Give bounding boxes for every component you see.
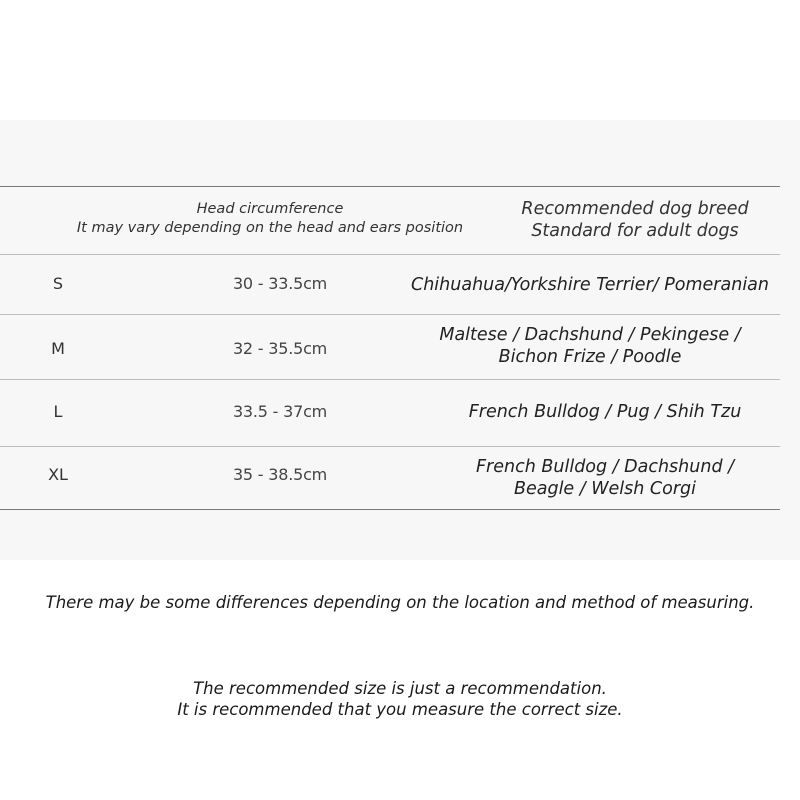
- row-divider: [0, 314, 780, 315]
- breed-line: Maltese / Dachshund / Pekingese /: [439, 325, 741, 345]
- circumference-header-title: Head circumference: [196, 201, 344, 217]
- breed-header: [490, 198, 780, 242]
- circumference-range: 30 - 33.5cm: [232, 274, 328, 293]
- breed-list: [405, 456, 800, 500]
- recommendation-note-line: The recommended size is just a recommendation.: [193, 679, 607, 698]
- size-label: M: [51, 339, 65, 358]
- circumference-header-subtitle: It may vary depending on the head and ears position: [76, 220, 464, 236]
- breed-line: Bichon Frize / Poodle: [498, 347, 682, 367]
- circumference-range: 32 - 35.5cm: [232, 339, 328, 358]
- circumference-range: 33.5 - 37cm: [232, 402, 328, 421]
- breed-header-title: Recommended dog breed: [521, 199, 749, 219]
- breed-line: French Bulldog / Dachshund /: [475, 457, 735, 477]
- size-label: XL: [48, 465, 68, 484]
- circumference-header: [40, 200, 500, 238]
- breed-list: [405, 401, 800, 423]
- breed-line: Chihuahua/Yorkshire Terrier/ Pomeranian: [410, 275, 769, 295]
- table-top-rule: [0, 186, 780, 187]
- breed-line: French Bulldog / Pug / Shih Tzu: [468, 402, 742, 422]
- recommendation-note: [0, 678, 800, 720]
- measurement-note: There may be some differences depending on the location and method of measuring.: [45, 593, 755, 612]
- circumference-range: 35 - 38.5cm: [232, 465, 328, 484]
- recommendation-note-line: It is recommended that you measure the correct size.: [177, 700, 623, 719]
- size-label: S: [52, 274, 64, 293]
- row-divider: [0, 446, 780, 447]
- row-divider: [0, 254, 780, 255]
- breed-list: [390, 274, 790, 296]
- breed-line: Beagle / Welsh Corgi: [513, 479, 697, 499]
- table-bottom-rule: [0, 509, 780, 510]
- breed-header-subtitle: Standard for adult dogs: [531, 221, 739, 241]
- row-divider: [0, 379, 780, 380]
- size-label: L: [53, 402, 63, 421]
- breed-list: [390, 324, 790, 368]
